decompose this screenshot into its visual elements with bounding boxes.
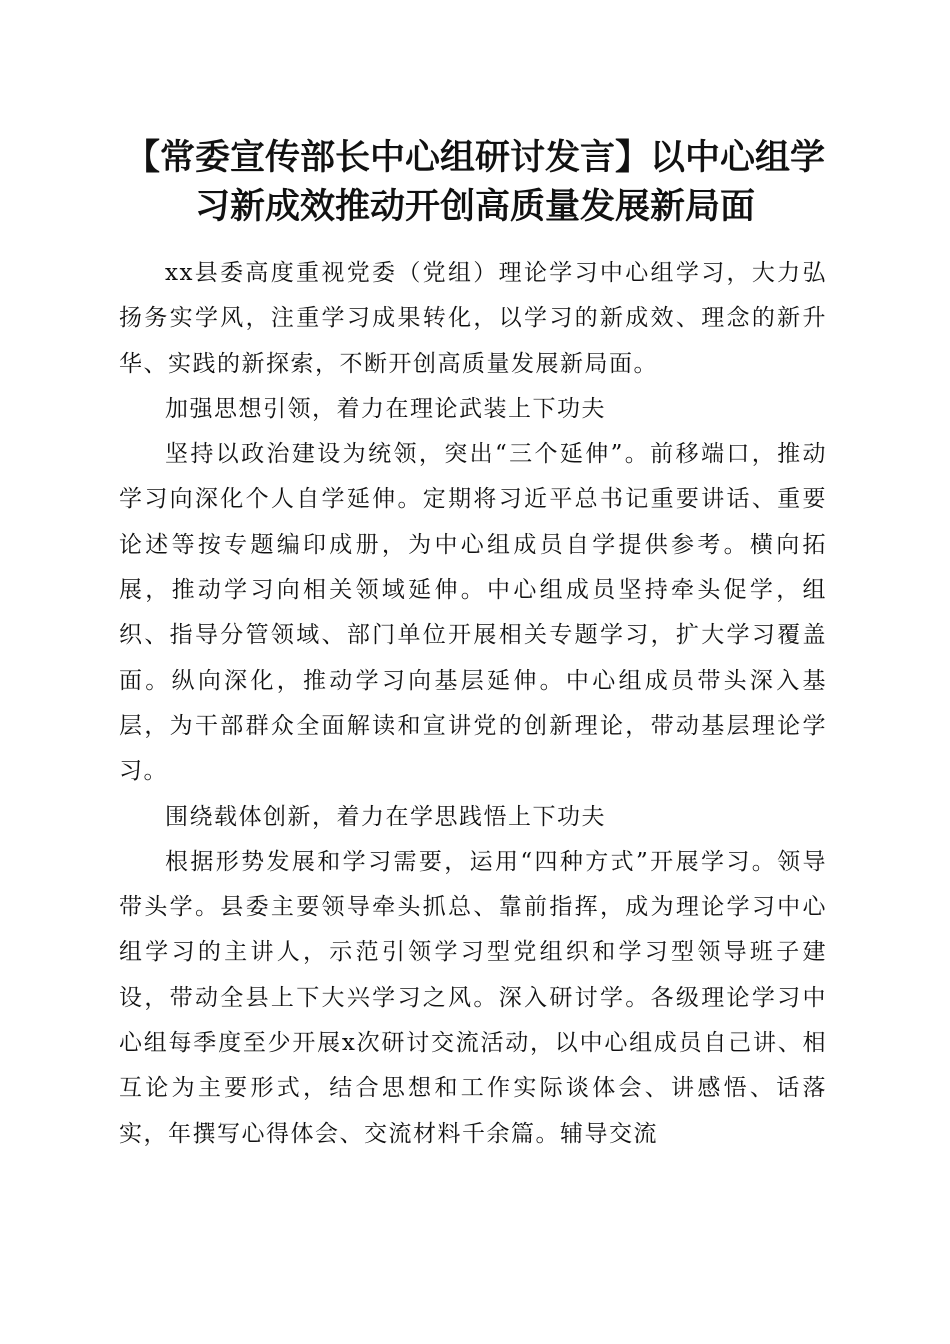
document-title [100, 133, 850, 231]
title-line-1: 【常委宣传部长中心组研讨发言】以中心组学 [124, 137, 825, 178]
paragraph-intro: xx县委高度重视党委（党组）理论学习中心组学习，大力弘扬务实学风，注重学习成果转化，以学习的新成效、理念的新升华、实践的新探索，不断开创高质量发展新局面。 [119, 260, 827, 377]
section-heading-innovation: 围绕载体创新，着力在学思践悟上下功夫 [165, 803, 606, 830]
section-heading-theory: 加强思想引领，着力在理论武装上下功夫 [165, 395, 606, 422]
title-line-2: 习新成效推动开创高质量发展新局面 [194, 186, 755, 227]
paragraph-innovation: 根据形势发展和学习需要，运用“四种方式”开展学习。领导带头学。县委主要领导牵头抓总、靠前指挥，成为理论学习中心组学习的主讲人，示范引领学习型党组织和学习型领导班子建设，带动全县上下大兴学习之风。深入研讨学。各级理论学习中心组每季度至少开展x次研讨交流活动，以中心组成员自己讲、相互论为主要形式，结合思想和工作实际谈体会、讲感悟、话落实，年撰写心得体会、交流材料千余篇。辅导交流 [119, 848, 827, 1147]
document-body [119, 251, 827, 1157]
paragraph-theory: 坚持以政治建设为统领，突出“三个延伸”。前移端口，推动学习向深化个人自学延伸。定期将习近平总书记重要讲话、重要论述等按专题编印成册，为中心组成员自学提供参考。横向拓展，推动学习向相关领域延伸。中心组成员坚持牵头促学，组织、指导分管领域、部门单位开展相关专题学习，扩大学习覆盖面。纵向深化，推动学习向基层延伸。中心组成员带头深入基层，为干部群众全面解读和宣讲党的创新理论，带动基层理论学习。 [119, 441, 827, 785]
